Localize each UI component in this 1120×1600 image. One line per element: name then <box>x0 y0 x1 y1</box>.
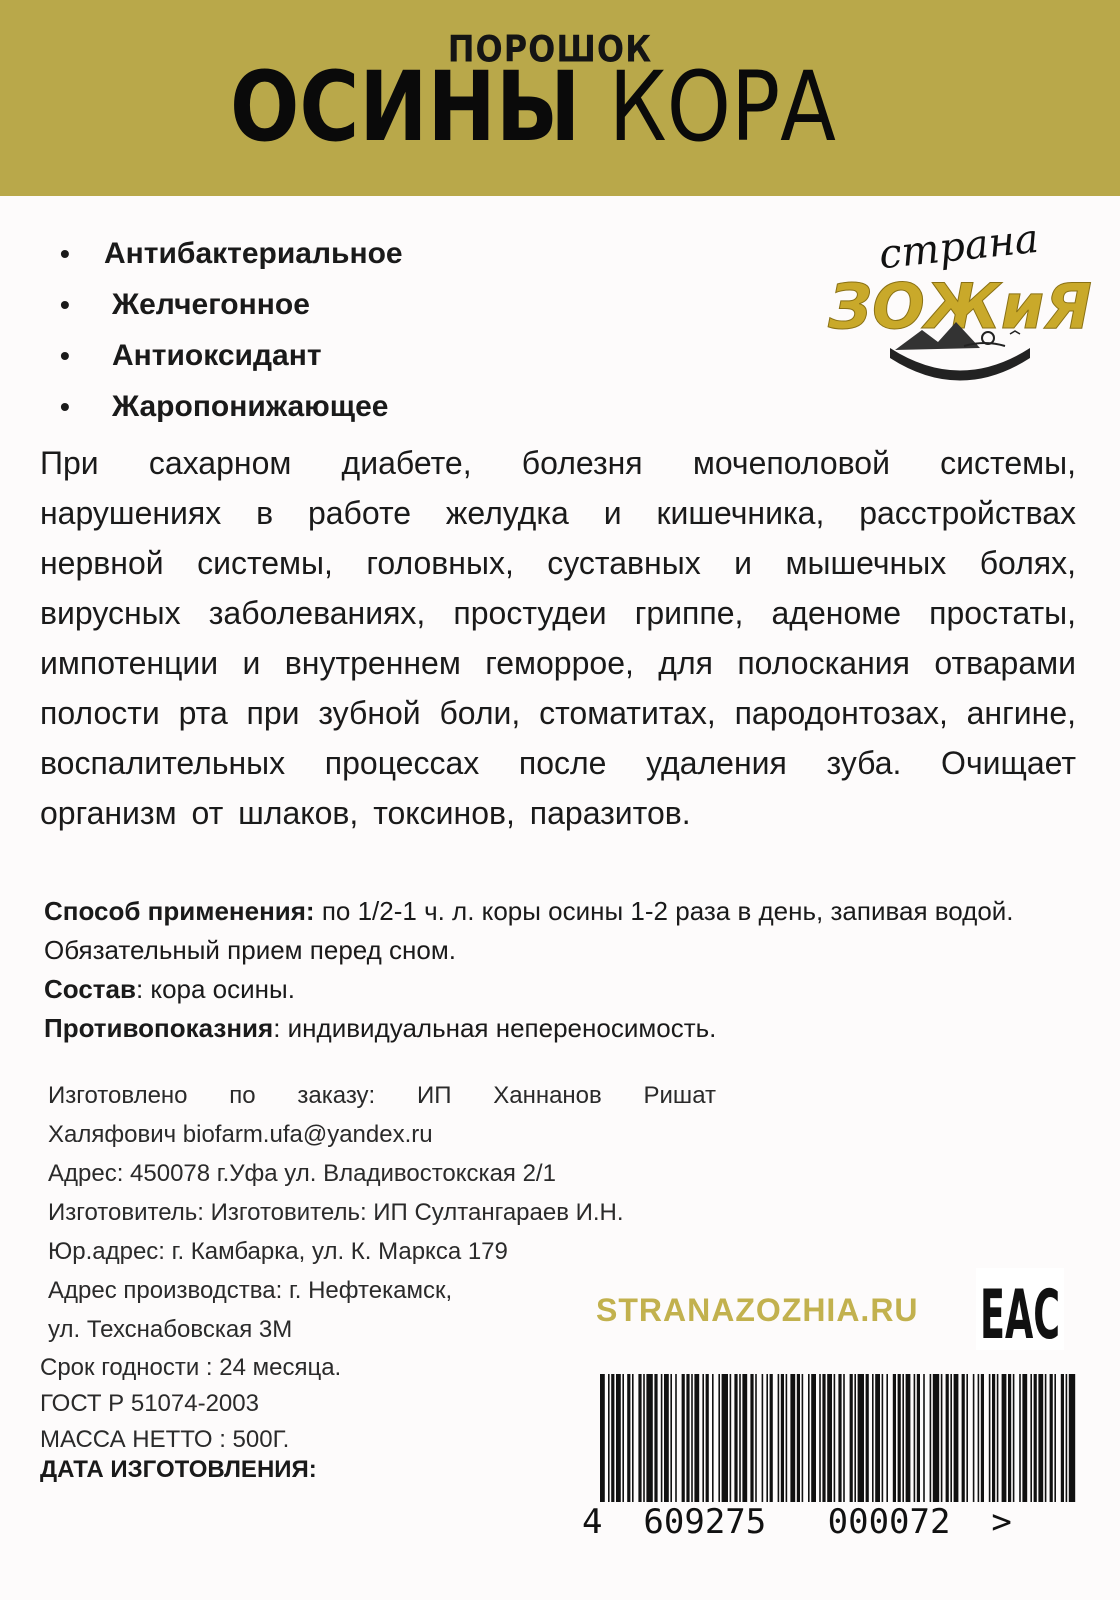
brand-logo <box>828 215 1092 403</box>
manufacture-date-label: ДАТА ИЗГОТОВЛЕНИЯ: <box>40 1456 317 1483</box>
eac-mark-icon <box>976 1268 1064 1355</box>
production-address-line: Адрес производства: г. Нефтекамск, <box>48 1277 453 1304</box>
property-item: • Желчегонное <box>60 279 403 330</box>
usage-method-text: по 1/2-1 ч. л. коры осины 1-2 раза в день, запивая водой. Обязательный прием перед сном. <box>44 896 1014 965</box>
property-item: • Антибактериальное <box>60 228 403 279</box>
barcode-digits: 4 609275 000072 > <box>582 1502 1082 1542</box>
contraindications-text: : индивидуальная непереносимость. <box>273 1013 717 1043</box>
ordered-by-contact: Халяфович biofarm.ufa@yandex.ru <box>48 1121 433 1148</box>
legal-address-line: Юр.адрес: г. Камбарка, ул. К. Маркса 179 <box>48 1238 508 1265</box>
website-link[interactable]: STRANAZOZHIA.RU <box>596 1292 919 1328</box>
net-mass: МАССА НЕТТО : 500Г. <box>40 1426 290 1453</box>
misc-info <box>40 1350 341 1458</box>
property-item: • Антиоксидант <box>60 330 403 381</box>
logo-word-main: ЗОЖиЯ <box>828 270 1092 343</box>
product-title <box>230 50 836 165</box>
header-band <box>0 0 1120 196</box>
shelf-life: Срок годности : 24 месяца. <box>40 1354 342 1381</box>
logo-word-top: страна <box>876 215 1041 279</box>
product-title-bold: ОСИНЫ <box>230 51 581 163</box>
contraindications <box>44 1009 1064 1048</box>
product-subtitle: ПОРОШОК <box>447 27 653 71</box>
gost-standard: ГОСТ Р 51074-2003 <box>40 1390 259 1417</box>
production-street-line: ул. Техснабовская 3М <box>48 1316 293 1343</box>
ordered-by-line: Изготовлено по заказу: ИП Ханнанов Ришат <box>48 1082 716 1109</box>
usage-method <box>44 892 1064 970</box>
usage-block <box>44 892 1064 1048</box>
description-text: При сахарном диабете, болезня мочеполовой системы, нарушениях в работе желудка и кишечника, расстройствах нервной системы, головных, суставных и мышечных болях, вирусных заболеваниях, простудеи гриппе, аденоме простаты, импотенции и внутреннем геморрое, для полоскания отварами полости рта при зубной боли, стоматитах, пародонтозах, ангине, воспалительных процессах после удаления зуба. Очищает организм от шлаков, токсинов, паразитов. <box>40 445 1076 831</box>
composition-label: Состав <box>44 974 136 1004</box>
property-item: • Жаропонижающее <box>60 381 403 432</box>
address-line: Адрес: 450078 г.Уфа ул. Владивостокская 2/1 <box>48 1160 556 1187</box>
eac-mark-text: EAC <box>980 1276 1060 1355</box>
composition <box>44 970 1064 1009</box>
property-list <box>60 228 403 432</box>
usage-method-label: Способ применения: <box>44 896 315 926</box>
product-title-light: КОРА <box>608 51 836 163</box>
contraindications-label: Противопоказния <box>44 1013 274 1043</box>
composition-text: : кора осины. <box>135 974 295 1004</box>
manufacturer-line: Изготовитель: Изготовитель: ИП Султангараев И.Н. <box>48 1199 624 1226</box>
